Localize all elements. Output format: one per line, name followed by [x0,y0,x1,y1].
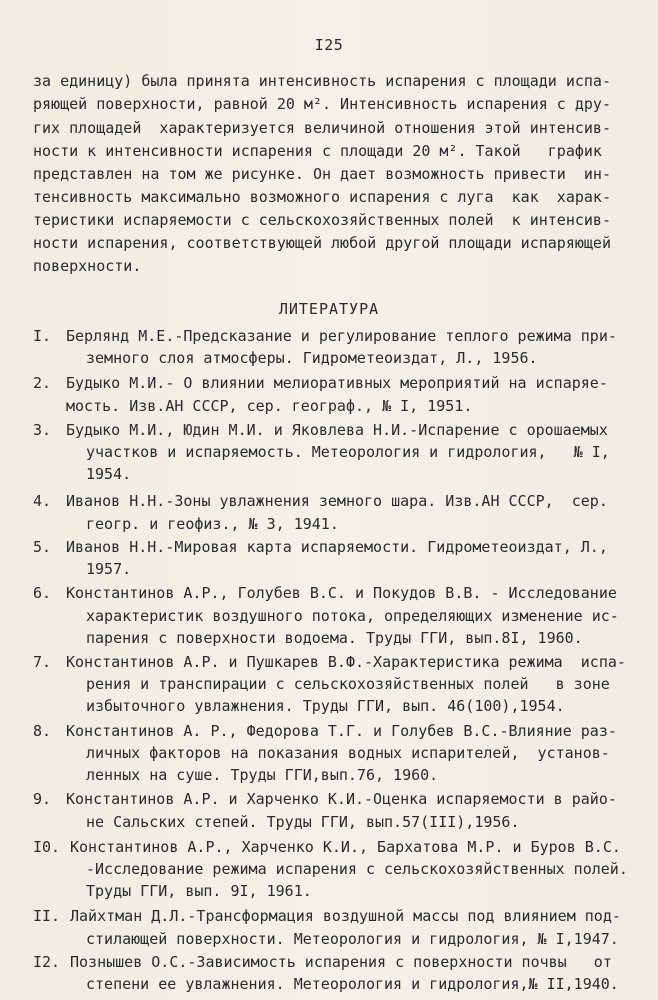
reference-line: не Сальских степей. Труды ГГИ, вып.57(III),1956. [86,812,520,831]
reference-line: мость. Изв.АН СССР, сер. географ., № I, 1951. [66,396,473,415]
reference-line: личных факторов на показания водных испарителей, установ- [86,743,610,762]
reference-number: I0. [33,837,61,856]
reference-line: 1954. [86,465,132,484]
reference-number: I2. [33,952,61,971]
reference-line: Труды ГГИ, вып. 9I, 1961. [86,882,312,901]
reference-number: 9. [33,790,52,809]
reference-number: 7. [33,652,52,671]
paragraph-line: гих площадей характеризуется величиной отношения этой интенсив- [33,119,611,137]
reference-line: Будыко М.И., Юдин М.И. и Яковлева Н.И.-Испарение с орошаемых [66,420,608,439]
reference-line: участков и испаряемость. Метеорология и гидрология, № I, [86,443,610,462]
paragraph-line: за единицу) была принята интенсивность испарения с площади испа- [33,72,611,90]
paragraph-line: ности испарения, соответствующей любой другой площади испаряющей [33,234,611,252]
reference-line: ленных на суше. Труды ГГИ,вып.76, 1960. [86,766,439,785]
reference-line: парения с поверхности водоема. Труды ГГИ, вып.8I, 1960. [86,628,583,647]
reference-line: Иванов Н.Н.-Зоны увлажнения земного шара. Изв.АН СССР, сер. [66,492,608,511]
reference-line: Константинов А.Р. и Харченко К.И.-Оценка испаряемости в райо- [66,790,617,809]
paragraph-line: представлен на том же рисунке. Он дает возможность привести ин- [33,165,611,183]
reference-number: 6. [33,584,52,603]
reference-line: характеристик воздушного потока, определяющих изменение ис- [86,606,619,625]
reference-line: Константинов А.Р. и Пушкарев В.Ф.-Характеристика режима испа- [66,652,626,671]
reference-line: -Исследование режима испарения с сельскохозяйственных полей. [86,859,628,878]
reference-line: рения и транспирации с сельскохозяйственных полей в зоне [86,675,610,694]
reference-number: 2. [33,374,52,393]
reference-line: геогр. и геофиз., № 3, 1941. [86,514,339,533]
reference-line: степени ее увлажнения. Метеорология и гидрология,№ II,1940. [86,975,619,993]
reference-number: 3. [33,420,52,439]
reference-number: 8. [33,721,52,740]
reference-number: II. [33,907,61,926]
reference-line: Константинов А. Р., Федорова Т.Г. и Голубев В.С.-Влияние раз- [66,721,617,740]
section-heading: ЛИТЕРАТУРА [278,300,380,318]
paragraph-line: поверхности. [33,257,142,275]
reference-line: земного слоя атмосферы. Гидрометеоиздат, Л., 1956. [86,349,538,368]
reference-line: Познышев О.С.-Зависимость испарения с поверхности почвы от [70,952,612,971]
paragraph-line: теристики испаряемости с сельскохозяйственных полей к интенсив- [33,211,611,229]
reference-line: Будыко М.И.- О влиянии мелиоративных мероприятий на испаряе- [66,374,608,393]
reference-line: Лайхтман Д.Л.-Трансформация воздушной массы под влиянием под- [70,907,621,926]
reference-line: 1957. [86,560,132,579]
reference-line: Константинов А.Р., Голубев В.С. и Покудов В.В. - Исследование [66,584,617,603]
paragraph-line: ности к интенсивности испарения с площади 20 м². Такой график [33,142,602,160]
reference-number: 5. [33,537,52,556]
reference-line: Константинов А.Р., Харченко К.И., Бархатова М.Р. и Буров В.С. [70,837,621,856]
reference-number: I. [33,327,52,345]
paragraph-line: ряющей поверхности, равной 20 м². Интенсивность испарения с дру- [33,95,611,113]
reference-line: Берлянд М.Е.-Предсказание и регулирование теплого режима при- [66,327,617,345]
reference-line: стилающей поверхности. Метеорология и гидрология, № I,1947. [86,929,619,948]
paragraph-line: тенсивность максимально возможного испарения с луга как харак- [33,188,611,206]
reference-line: избыточного увлажнения. Труды ГГИ, вып. 46(100),1954. [86,697,565,716]
page-number: I25 [314,36,344,54]
reference-line: Иванов Н.Н.-Мировая карта испаряемости. Гидрометеоиздат, Л., [66,537,608,556]
reference-number: 4. [33,492,52,511]
